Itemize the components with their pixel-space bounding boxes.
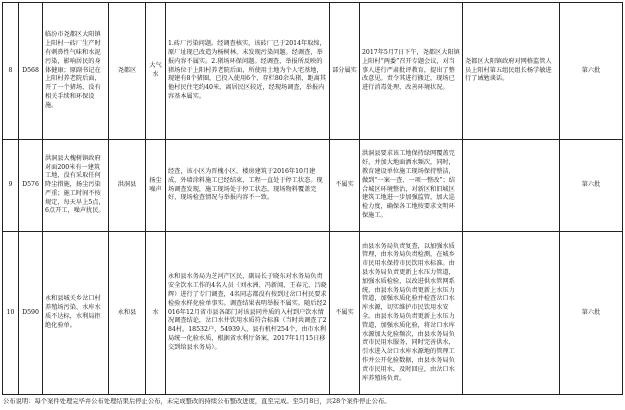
pollution-type: 大气水 (146, 3, 166, 140)
batch: 第六批 (560, 140, 623, 232)
batch: 第六批 (560, 232, 623, 395)
investigation-result: 永和县水务局为芝河产区民，副局长于晓东对水务局负责安全饮水工作的4名人员（刘永洲、冯新闻、王春元、吕晓辉）进行了专门调查，4名同志都没有按到过岔口村民要求检验水样化验单事实。调查结果表明举报不属实。随后经2016年12月省市县各部门对该县同井质的入村到户饮水情况调查结论，岔口水井饮用水质符合标准（当时共调查了284村，18532户，54939人，县有机杆254个，由市水利局统一化验水质，根据省水利厅备案，2017年1月15日移交到给县水务局）。 (166, 232, 330, 395)
complaint-content: 永和县城关乡岔口村养殖场污染、水库水质不达标，水利局拒绝化验单。 (43, 232, 109, 395)
complaint-content: 临汾市尧都区大阳镇上阳村一砖厂生产时有刺鼻性气味和水泥污染，影响居民的身体健康；原副书记在上阳村养老院后面，开了一个猪场，没有相关手续和环保设施。 (43, 3, 109, 140)
handling-measures: 2017年5月7日下午，尧都区大阳镇上阳村“两委”召开专题会议，对当事人进行严肃批评教育，提出了整改意见。责令其进行搬迁，现场已进行消毒处理、改善环境状况。 (360, 3, 463, 140)
complaint-content: 洪洞县大槐树镇政府对面200米有一建筑工地，没有采取任何降尘措施，扬尘污染严重；施工时间不按规定，每天早上5点，6点开工，噪声扰民。 (43, 140, 109, 232)
accountability (463, 140, 560, 232)
verification-result: 部分属实 (330, 3, 360, 140)
verification-result: 不属实 (330, 232, 360, 395)
table-row (3, 140, 623, 232)
handling-measures: 由县水务局负责复查，以加强水质管理，由水务局负责检测，在城乡市民用水保持市民饮用水标准。由县水务局负责更新上水压力管道，加强水质检验，以改进供水管网系统，由县水务局负责更新上水压力管道，加强水质化验并检查岔口水库水源，切实维护市民饮用水安全。由县水务局负责更新上水压力管道，加强水质化验，将岔口水库水源加大化验频次，由县水务局负责市民用水服务，同时完善供水，引水进入岔口水库水源地的管理工作并公开化验数据，由县水务局负责市民用水，及时回应，由岔口水库养殖场负责。 (360, 232, 463, 395)
table-row (3, 232, 623, 395)
accountability: 尧都区大阳镇政府对网格监管人员上阳村第五组民组长杨学敏进行了诫勉谈话。 (463, 3, 560, 140)
accountability (463, 232, 560, 395)
case-number: 9 (3, 140, 19, 232)
case-id: D590 (19, 232, 43, 395)
verification-result: 不属实 (330, 140, 360, 232)
investigation-result: 1.砖厂污染问题。经调查核实，该砖厂已于2014年取缔，原厂址现已改造为杨树林，未发现污染问题。经调查，举报内容不属实。2.猪场环保问题。经调查，举报所反映的猪场位于上阳村养老院后面，所使用土地为个人宅基地，现建有8个猪圈，已投入使用6个，存栏80余头猪，距离其他村民住宅约40米，离居民区较近，经现场调查，举报内容基本属实。 (166, 3, 330, 140)
table-row (3, 3, 623, 140)
pollution-type: 水 (146, 232, 166, 395)
case-id: D568 (19, 3, 43, 140)
county: 永和县 (109, 232, 146, 395)
county: 尧都区 (109, 3, 146, 140)
investigation-result: 经查，该小区为晋槐小区，楼房建筑于2016年10月建成，外墙涂料施工已经结束，工程一直处于停工状态。现场调查发现，施工现场处于停工状态，现场物料覆盖完好，现场检查情况与举报内容不一致。 (166, 140, 330, 232)
county: 洪洞县 (109, 140, 146, 232)
handling-measures: 洪洞县要求该工地保持绿网覆盖完好，并加大地面洒水频次，同时，教育建设单位施工现场保持整洁，做到“一案一查、一项一整改”；结合城区环境整治，对新区和旧城区建筑工地进一步加强监管，加大巡检力度，确保各工地按要求文明环保施工。 (360, 140, 463, 232)
pollution-type: 扬尘噪声 (146, 140, 166, 232)
case-table (2, 2, 623, 395)
publication-note: 公布说明：每个案件处理完毕并公布处理结果后停止公布，未完成整改的持续公布整改进度，直至完成。至5月8日，共28个案件停止公布。 (3, 398, 391, 405)
case-id: D576 (19, 140, 43, 232)
case-number: 8 (3, 3, 19, 140)
batch: 第六批 (560, 3, 623, 140)
case-number: 10 (3, 232, 19, 395)
